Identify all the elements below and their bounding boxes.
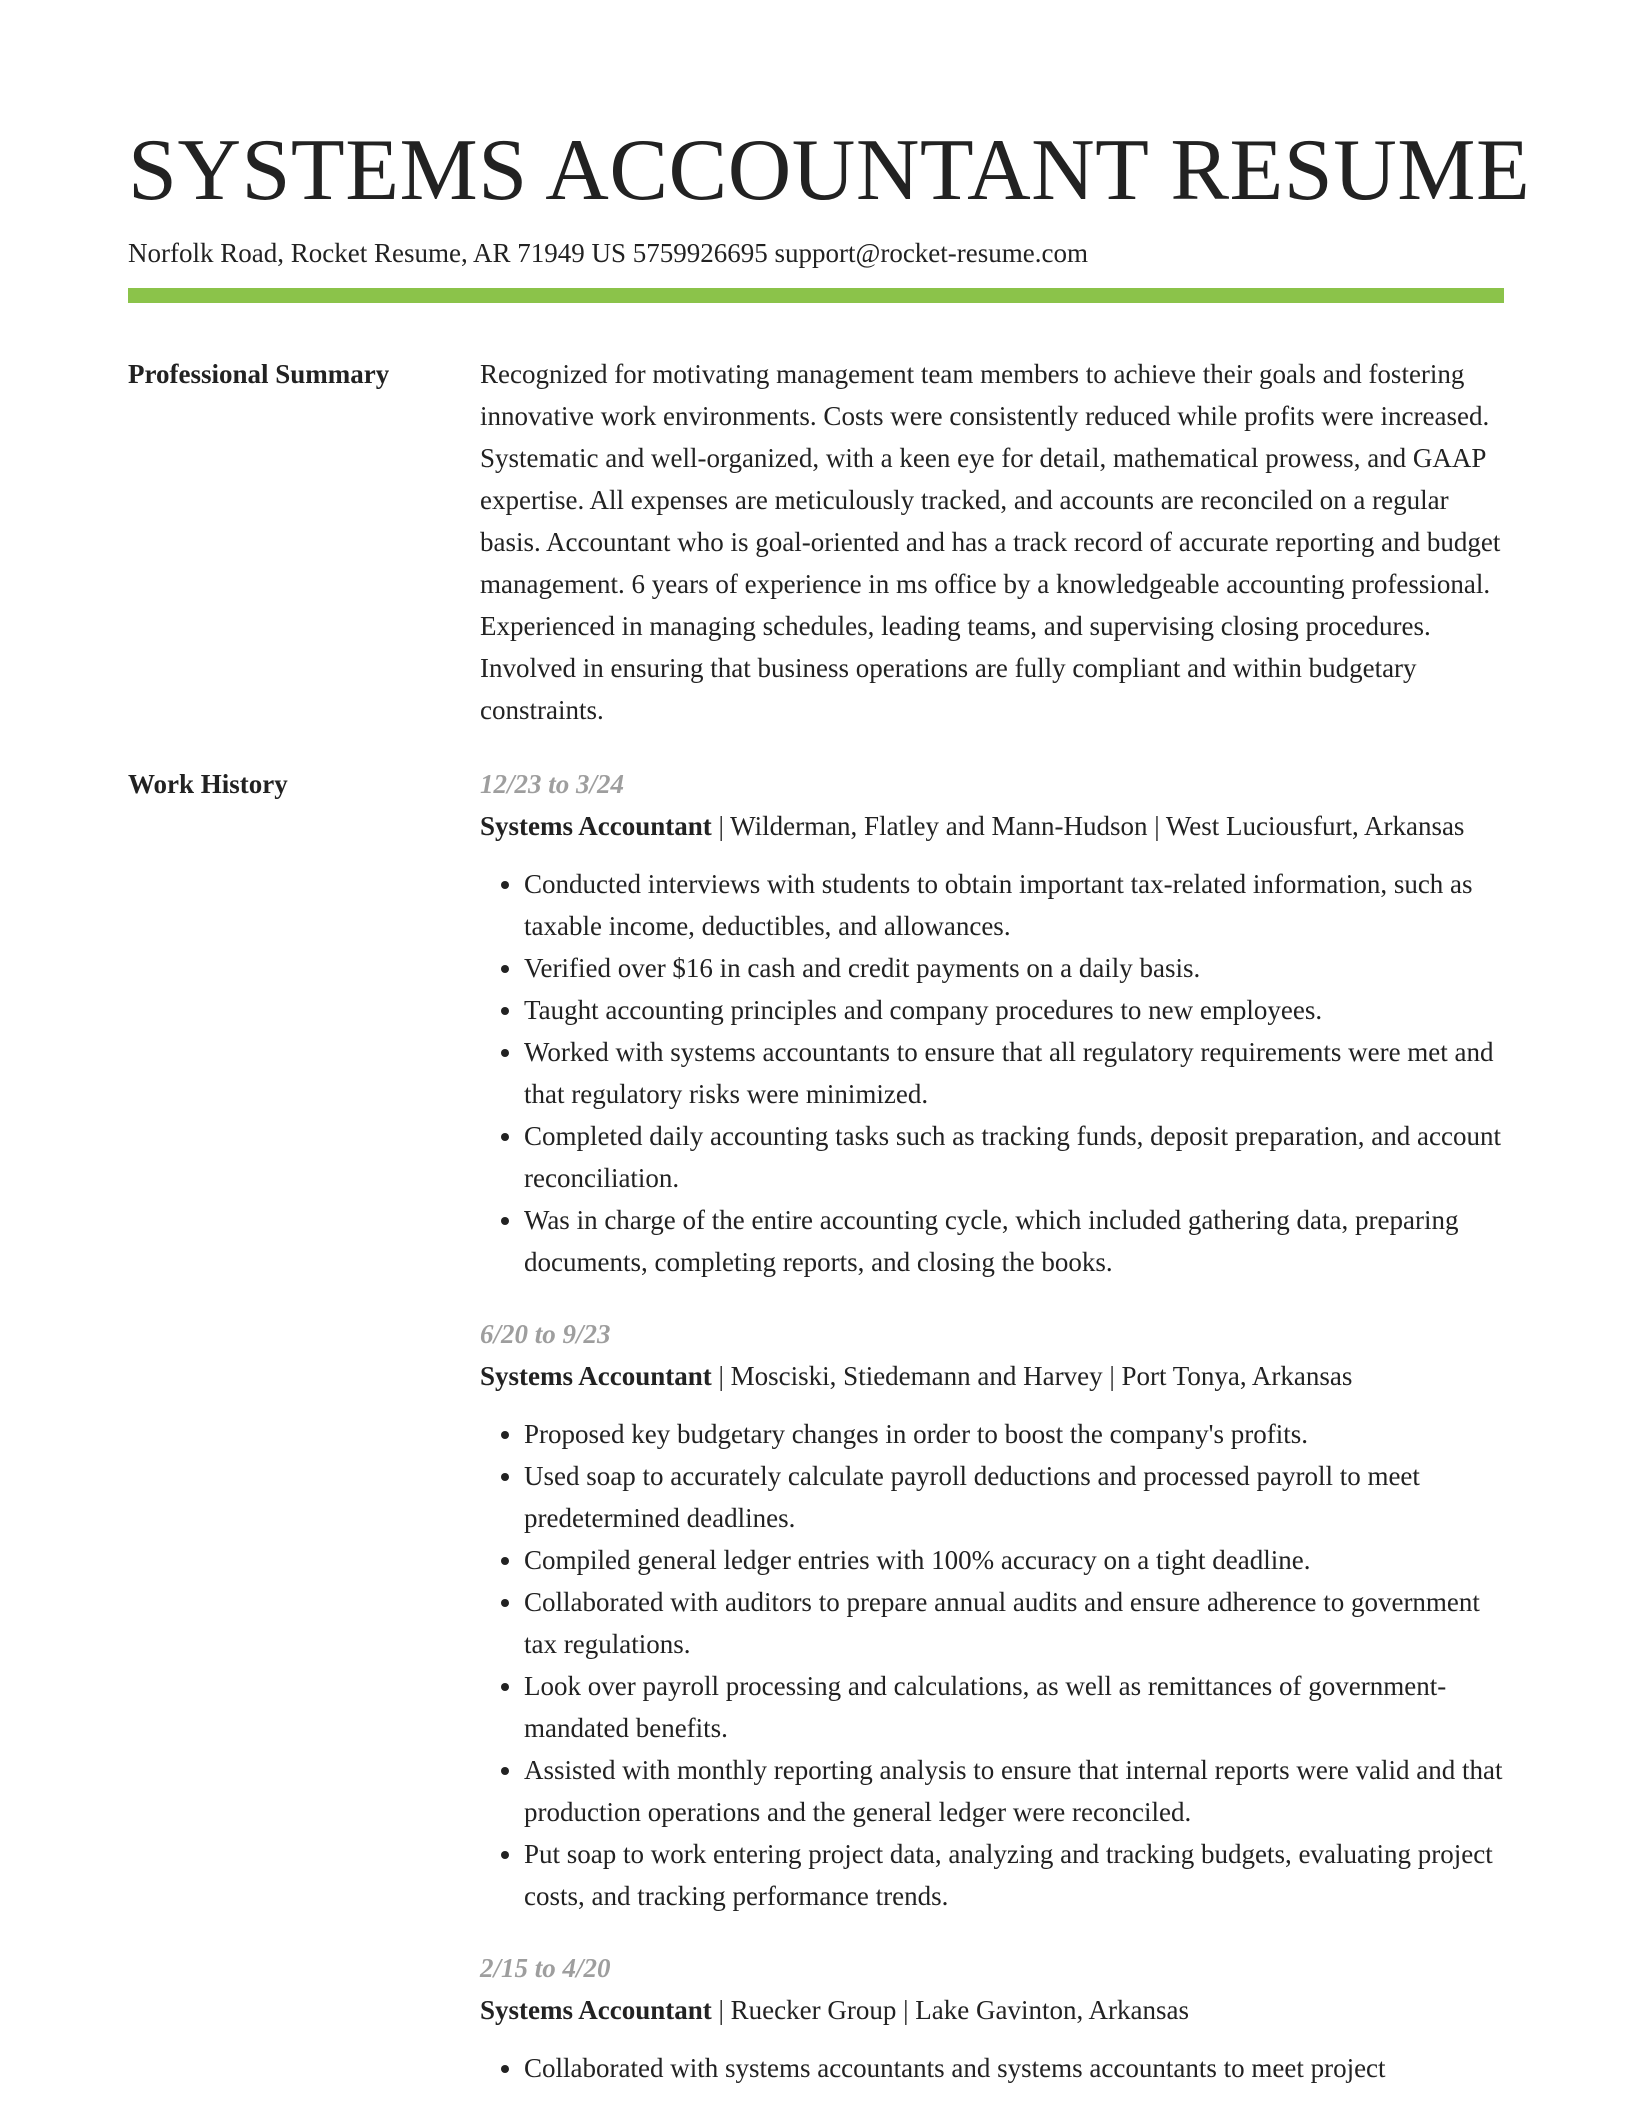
- resume-page: [128, 0, 1531, 2089]
- responsibility-item: • Taught accounting principles and company procedures to new employees.: [524, 989, 1504, 1031]
- job-heading: [480, 805, 1504, 847]
- responsibility-item: • Worked with systems accountants to ensure that all regulatory requirements were met and that regulatory risks were minimized.: [524, 1031, 1504, 1115]
- responsibility-item: • Collaborated with systems accountants and systems accountants to meet project: [524, 2047, 1504, 2089]
- job-heading: [480, 1355, 1504, 1397]
- job-responsibilities-list: [480, 2047, 1504, 2089]
- job-heading: [480, 1989, 1504, 2031]
- professional-summary-section: [128, 353, 1504, 731]
- responsibility-item: • Verified over $16 in cash and credit payments on a daily basis.: [524, 947, 1504, 989]
- contact-line: Norfolk Road, Rocket Resume, AR 71949 US 5759926695 support@rocket-resume.com: [128, 238, 1088, 268]
- responsibility-item: • Was in charge of the entire accounting cycle, which included gathering data, preparing documents, completing reports, and closing the books.: [524, 1199, 1504, 1283]
- section-label-summary: Professional Summary: [128, 359, 390, 389]
- work-history-section: [128, 763, 1504, 2089]
- accent-divider: [128, 288, 1504, 303]
- job-title: Systems Accountant: [480, 1995, 712, 2025]
- summary-body: [480, 353, 1504, 731]
- work-history-body: [480, 763, 1504, 2089]
- job-responsibilities-list: [480, 1413, 1504, 1917]
- resume-title: SYSTEMS ACCOUNTANT RESUME: [128, 122, 1531, 219]
- job-responsibilities-list: [480, 863, 1504, 1283]
- responsibility-item: • Put soap to work entering project data, analyzing and tracking budgets, evaluating project costs, and tracking performance trends.: [524, 1833, 1504, 1917]
- responsibility-item: • Used soap to accurately calculate payroll deductions and processed payroll to meet predetermined deadlines.: [524, 1455, 1504, 1539]
- section-label-work-history: Work History: [128, 769, 288, 799]
- job-employer-location: | Mosciski, Stiedemann and Harvey | Port Tonya, Arkansas: [711, 1361, 1353, 1391]
- summary-text: Recognized for motivating management team members to achieve their goals and fostering innovative work environments. Costs were consistently reduced while profits were increased. Systematic and well-organized, with a keen eye for detail, mathematical prowess, and GAAP expertise. All expenses are meticulously tracked, and accounts are reconciled on a regular basis. Accountant who is goal-oriented and has a track record of accurate reporting and budget management. 6 years of experience in ms office by a knowledgeable accounting professional. Experienced in managing schedules, leading teams, and supervising closing procedures. Involved in ensuring that business operations are fully compliant and within budgetary constraints.: [480, 359, 1501, 725]
- job-entry: [480, 1313, 1504, 1917]
- responsibility-item: • Conducted interviews with students to obtain important tax-related information, such as taxable income, deductibles, and allowances.: [524, 863, 1504, 947]
- job-employer-location: | Wilderman, Flatley and Mann-Hudson | West Luciousfurt, Arkansas: [711, 811, 1465, 841]
- job-entry: [480, 1947, 1504, 2089]
- responsibility-item: • Compiled general ledger entries with 100% accuracy on a tight deadline.: [524, 1539, 1504, 1581]
- job-title: Systems Accountant: [480, 1361, 712, 1391]
- job-entry: [480, 763, 1504, 1283]
- responsibility-item: • Assisted with monthly reporting analysis to ensure that internal reports were valid and that production operations and the general ledger were reconciled.: [524, 1749, 1504, 1833]
- job-title: Systems Accountant: [480, 811, 712, 841]
- job-dates: 12/23 to 3/24: [480, 769, 625, 799]
- responsibility-item: • Proposed key budgetary changes in order to boost the company's profits.: [524, 1413, 1504, 1455]
- responsibility-item: • Collaborated with auditors to prepare annual audits and ensure adherence to government tax regulations.: [524, 1581, 1504, 1665]
- responsibility-item: • Look over payroll processing and calculations, as well as remittances of government-mandated benefits.: [524, 1665, 1504, 1749]
- job-dates: 2/15 to 4/20: [480, 1953, 611, 1983]
- responsibility-item: • Completed daily accounting tasks such as tracking funds, deposit preparation, and account reconciliation.: [524, 1115, 1504, 1199]
- job-employer-location: | Ruecker Group | Lake Gavinton, Arkansas: [711, 1995, 1189, 2025]
- job-dates: 6/20 to 9/23: [480, 1319, 611, 1349]
